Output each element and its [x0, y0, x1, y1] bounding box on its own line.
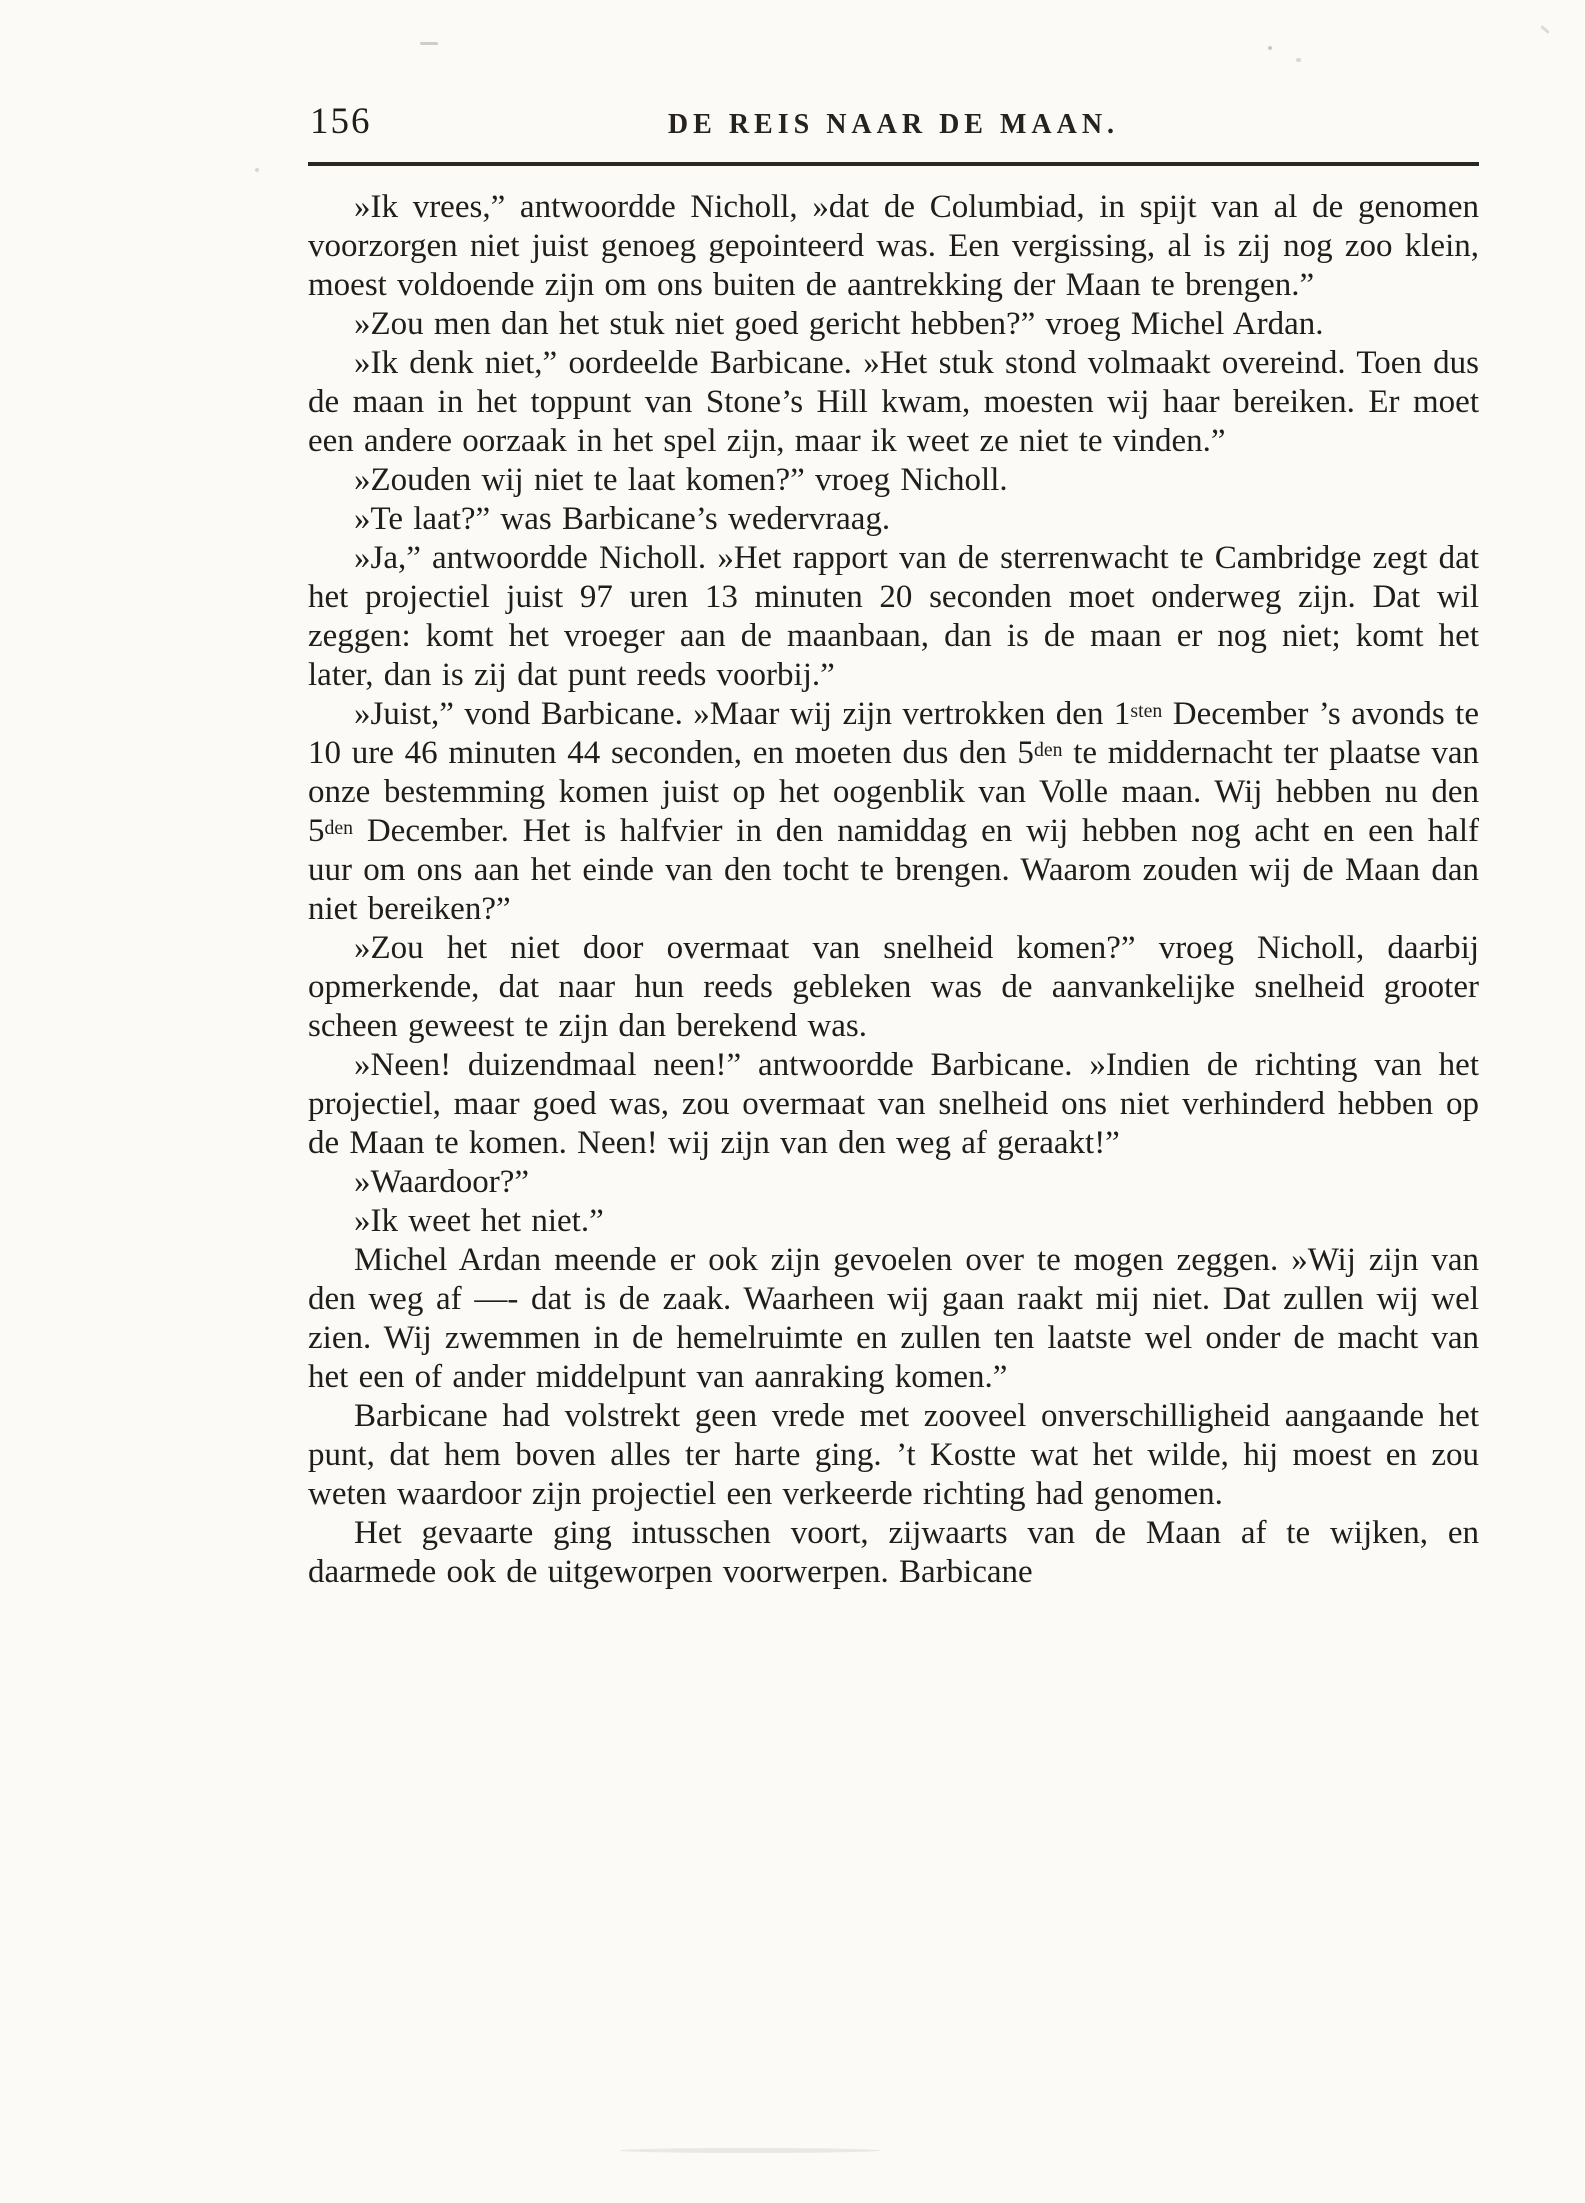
- paragraph: [308, 929, 1479, 1046]
- page-number: 156: [310, 101, 372, 142]
- text-run: »Ik vrees,” antwoordde Nicholl, »dat de Columbiad, in spijt van al de genomen voorzorgen niet juist genoeg gepointeerd was. Een vergissing, al is zij nog zoo klein, moest voldoende zijn om ons buiten de aantrekking der Maan te brengen.”: [308, 189, 1479, 303]
- scan-artifact: [1296, 58, 1301, 62]
- paragraph: [308, 305, 1479, 344]
- superscript: sten: [1130, 700, 1163, 723]
- superscript: den: [1033, 739, 1063, 762]
- text-run: Barbicane had volstrekt geen vrede met zooveel onverschilligheid aangaande het punt, dat hem boven alles ter harte ging. ’t Kostte wat het wilde, hij moest en zou weten waardoor zijn projectiel een verkeerde richting had genomen.: [308, 1398, 1479, 1512]
- paragraph: [308, 188, 1479, 305]
- text-run: »Juist,” vond Barbicane. »Maar wij zijn vertrokken den 1: [354, 696, 1131, 732]
- text-run: »Zou men dan het stuk niet goed gericht hebben?” vroeg Michel Ardan.: [354, 306, 1324, 342]
- paragraph: [308, 1241, 1479, 1397]
- paragraph: [308, 1163, 1479, 1202]
- paragraph: [308, 344, 1479, 461]
- body-text: [308, 188, 1479, 1592]
- paragraph: [308, 461, 1479, 500]
- header-rule: [308, 162, 1479, 166]
- text-run: »Zouden wij niet te laat komen?” vroeg Nicholl.: [354, 462, 1008, 498]
- scan-artifact: [620, 2148, 880, 2153]
- text-run: te middernacht ter plaatse van onze bestemming komen juist op het oogenblik van Volle maan. Wij hebben nu den 5: [308, 735, 1479, 849]
- paragraph: [308, 1514, 1479, 1592]
- scan-artifact: [1268, 46, 1272, 50]
- text-run: Michel Ardan meende er ook zijn gevoelen over te mogen zeggen. »Wij zijn van den weg af —- dat is de zaak. Waarheen wij gaan raakt mij niet. Dat zullen wij wel zien. Wij zwemmen in de hemelruimte en zullen ten laatste wel onder de macht van het een of ander middelpunt van aanraking komen.”: [308, 1242, 1479, 1395]
- scan-artifact: [1540, 25, 1550, 34]
- text-run: »Zou het niet door overmaat van snelheid komen?” vroeg Nicholl, daarbij opmerkende, dat naar hun reeds gebleken was de aanvankelijke snelheid grooter scheen geweest te zijn dan berekend was.: [308, 930, 1479, 1044]
- text-run: »Te laat?” was Barbicane’s wedervraag.: [354, 501, 891, 537]
- page-header: [308, 100, 1479, 152]
- text-run: December. Het is halfvier in den namiddag en wij hebben nog acht en een half uur om ons aan het einde van den tocht te brengen. Waarom zouden wij de Maan dan niet bereiken?”: [308, 813, 1479, 927]
- paragraph: [308, 1046, 1479, 1163]
- paragraph: [308, 500, 1479, 539]
- paragraph: [308, 695, 1479, 929]
- paragraph: [308, 1202, 1479, 1241]
- text-run: December ’s avonds te 10 ure 46 minuten 44 seconden, en moeten dus den 5: [308, 696, 1479, 771]
- text-run: »Ik weet het niet.”: [354, 1203, 604, 1239]
- paragraph: [308, 539, 1479, 695]
- paragraph: [308, 1397, 1479, 1514]
- text-run: »Waardoor?”: [354, 1164, 530, 1200]
- text-run: Het gevaarte ging intusschen voort, zijwaarts van de Maan af te wijken, en daarmede ook de uitgeworpen voorwerpen. Barbicane: [308, 1515, 1479, 1590]
- text-run: »Neen! duizendmaal neen!” antwoordde Barbicane. »Indien de richting van het projectiel, maar goed was, zou overmaat van snelheid ons niet verhinderd hebben op de Maan te komen. Neen! wij zijn van den weg af geraakt!”: [308, 1047, 1479, 1161]
- text-run: »Ja,” antwoordde Nicholl. »Het rapport van de sterrenwacht te Cambridge zegt dat het projectiel juist 97 uren 13 minuten 20 seconden moet onderweg zijn. Dat wil zeggen: komt het vroeger aan de maanbaan, dan is de maan er nog niet; komt het later, dan is zij dat punt reeds voorbij.”: [308, 540, 1479, 693]
- text-run: »Ik denk niet,” oordeelde Barbicane. »Het stuk stond volmaakt overeind. Toen dus de maan in het toppunt van Stone’s Hill kwam, moesten wij haar bereiken. Er moet een andere oorzaak in het spel zijn, maar ik weet ze niet te vinden.”: [308, 345, 1479, 459]
- scan-artifact: [255, 168, 259, 172]
- superscript: den: [324, 817, 354, 840]
- scan-artifact: [420, 42, 438, 45]
- running-title: DE REIS NAAR DE MAAN.: [667, 109, 1120, 140]
